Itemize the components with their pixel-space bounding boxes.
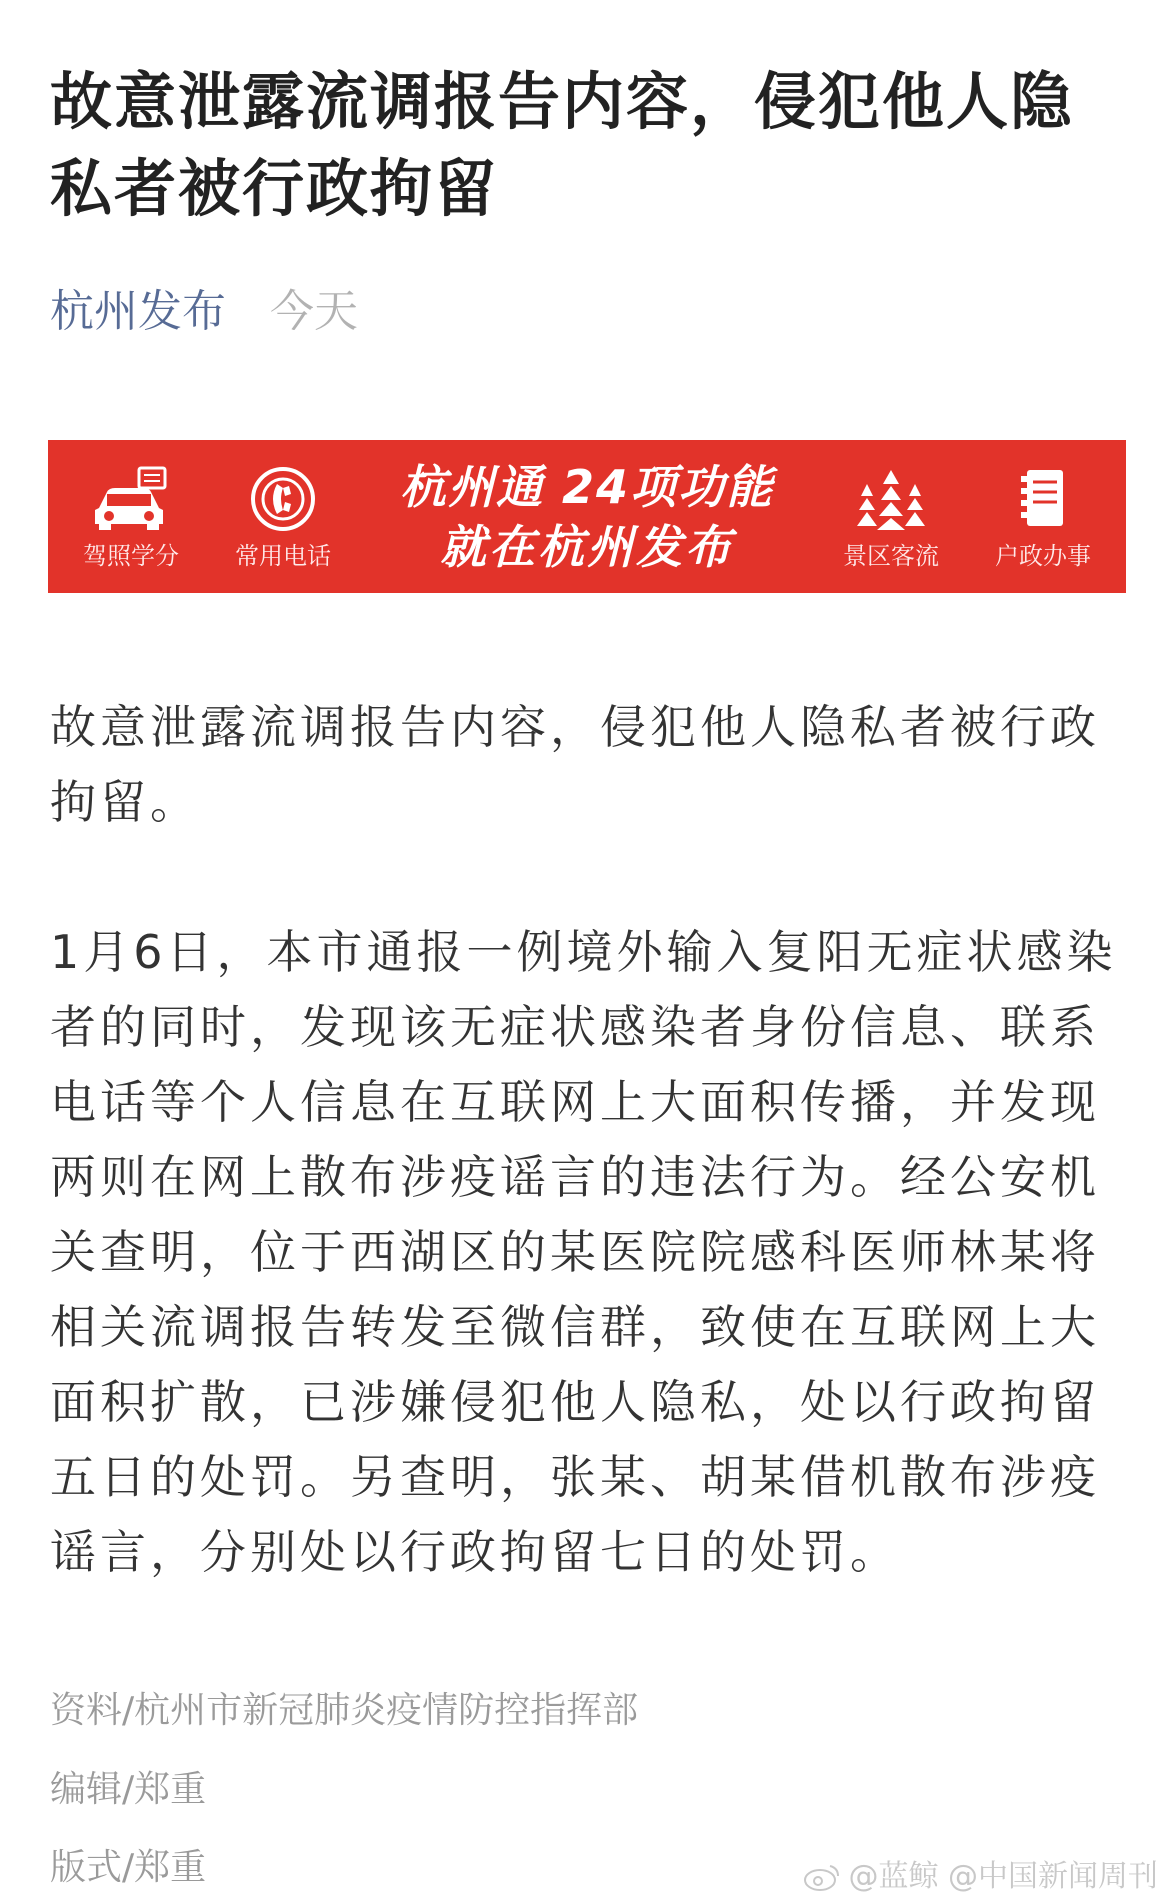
article-meta	[50, 282, 358, 342]
car-icon	[87, 464, 175, 534]
pagoda-icon	[847, 464, 935, 534]
banner-item-label: 户政办事	[995, 541, 1091, 570]
credit-source: 资料/杭州市新冠肺炎疫情防控指挥部	[50, 1690, 639, 1731]
promo-banner[interactable]	[48, 440, 1126, 593]
banner-item-scenic[interactable]	[826, 464, 956, 570]
article-title: 故意泄露流调报告内容，侵犯他人隐私者被行政拘留	[50, 65, 1075, 225]
document-icon	[999, 464, 1087, 534]
phone-icon	[239, 464, 327, 534]
banner-line1: 杭州通 24项功能	[399, 459, 775, 514]
banner-item-label: 景区客流	[843, 541, 939, 570]
body-paragraph-2: 1月6日，本市通报一例境外输入复阳无症状感染者的同时，发现该无症状感染者身份信息、联系电话等个人信息在互联网上大面积传播，并发现两则在网上散布涉疫谣言的违法行为。经公安机关查明，位于西湖区的某医院院感科医师林某将相关流调报告转发至微信群，致使在互联网上大面积扩散，已涉嫌侵犯他人隐私，处以行政拘留五日的处罚。另查明，张某、胡某借机散布涉疫谣言，分别处以行政拘留七日的处罚。	[50, 925, 1117, 1579]
banner-item-label: 驾照学分	[83, 541, 179, 570]
banner-item-license[interactable]	[66, 464, 196, 570]
banner-item-phone[interactable]	[218, 464, 348, 570]
credit-editor: 编辑/郑重	[50, 1769, 207, 1810]
credit-layout: 版式/郑重	[50, 1847, 207, 1888]
weibo-watermark	[802, 1857, 1158, 1897]
weibo-icon	[802, 1862, 842, 1892]
publish-date: 今天	[270, 286, 358, 337]
source-link[interactable]: 杭州发布	[50, 286, 226, 337]
watermark-text: @蓝鲸 @中国新闻周刊	[848, 1859, 1158, 1894]
banner-line2: 就在杭州发布	[440, 519, 734, 574]
banner-item-household[interactable]	[978, 464, 1108, 570]
banner-headline	[348, 457, 826, 577]
body-paragraph-1: 故意泄露流调报告内容，侵犯他人隐私者被行政拘留。	[50, 700, 1100, 829]
banner-item-label: 常用电话	[235, 541, 331, 570]
